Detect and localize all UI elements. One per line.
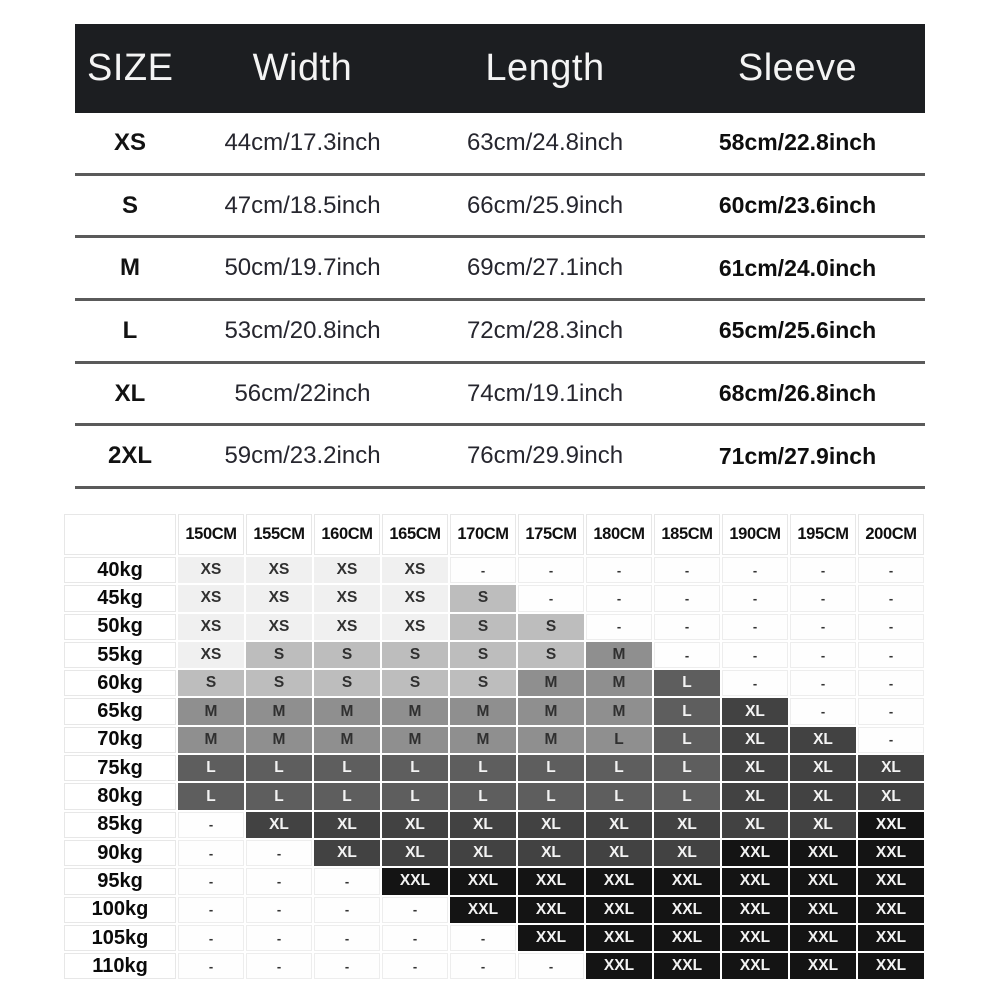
matrix-cell: XS: [382, 585, 448, 611]
matrix-cell: -: [382, 925, 448, 951]
matrix-cell: -: [858, 557, 924, 583]
measurement-length-value: 66cm/25.9inch: [466, 191, 624, 219]
matrix-header-row: [64, 514, 924, 555]
matrix-cell: -: [654, 614, 720, 640]
matrix-cell: XS: [178, 614, 244, 640]
matrix-cell: -: [858, 614, 924, 640]
matrix-cell: -: [790, 614, 856, 640]
matrix-cell: XXL: [790, 925, 856, 951]
matrix-col-header: 160CM: [314, 514, 380, 555]
matrix-cell: XL: [246, 812, 312, 838]
matrix-cell: XXL: [790, 868, 856, 894]
matrix-cell: XL: [722, 812, 788, 838]
matrix-cell: L: [654, 727, 720, 753]
matrix-cell: XS: [246, 557, 312, 583]
matrix-cell: -: [450, 925, 516, 951]
matrix-cell: -: [518, 557, 584, 583]
matrix-cell: M: [314, 698, 380, 724]
header-size: SIZE: [87, 47, 174, 89]
measurement-width-value: 59cm/23.2inch: [224, 442, 381, 470]
matrix-cell: XL: [790, 755, 856, 781]
matrix-cell: XL: [450, 840, 516, 866]
matrix-cell: -: [790, 642, 856, 668]
matrix-cell: XXL: [586, 868, 652, 894]
matrix-col-header: 150CM: [178, 514, 244, 555]
matrix-cell: -: [246, 953, 312, 979]
matrix-cell: -: [722, 642, 788, 668]
matrix-cell: XXL: [858, 812, 924, 838]
header-width: Width: [252, 47, 353, 89]
matrix-cell: XL: [858, 755, 924, 781]
matrix-cell: M: [178, 727, 244, 753]
matrix-cell: XXL: [858, 897, 924, 923]
matrix-cell: -: [586, 557, 652, 583]
matrix-cell: XXL: [450, 897, 516, 923]
matrix-col-header: 155CM: [246, 514, 312, 555]
matrix-cell: XL: [382, 840, 448, 866]
matrix-cell: XXL: [858, 925, 924, 951]
matrix-cell: L: [178, 755, 244, 781]
matrix-cell: -: [178, 812, 244, 838]
matrix-cell: -: [178, 925, 244, 951]
measurement-width-value: 53cm/20.8inch: [224, 316, 381, 344]
matrix-row-label: 65kg: [64, 698, 176, 724]
matrix-cell: -: [450, 953, 516, 979]
matrix-cell: -: [654, 585, 720, 611]
matrix-cell: XXL: [586, 897, 652, 923]
matrix-cell: XS: [178, 557, 244, 583]
matrix-cell: XXL: [722, 840, 788, 866]
matrix-row-label: 40kg: [64, 557, 176, 583]
measurement-sleeve-value: 61cm/24.0inch: [718, 254, 877, 281]
fit-matrix-table: [62, 512, 926, 981]
matrix-cell: S: [450, 585, 516, 611]
measurement-sleeve-value: 65cm/25.6inch: [718, 317, 877, 344]
matrix-cell: M: [382, 698, 448, 724]
matrix-row-label: 95kg: [64, 868, 176, 894]
matrix-cell: XL: [858, 783, 924, 809]
matrix-cell: XS: [314, 557, 380, 583]
matrix-cell: M: [450, 727, 516, 753]
measurement-length-value: 69cm/27.1inch: [466, 254, 624, 282]
matrix-cell: XXL: [722, 897, 788, 923]
matrix-cell: XL: [722, 755, 788, 781]
matrix-cell: -: [450, 557, 516, 583]
matrix-cell: L: [314, 783, 380, 809]
matrix-cell: XXL: [654, 897, 720, 923]
matrix-cell: M: [586, 642, 652, 668]
measurement-length-value: 63cm/24.8inch: [466, 128, 624, 156]
matrix-cell: -: [654, 557, 720, 583]
measurement-length-value: 72cm/28.3inch: [466, 316, 624, 344]
matrix-cell: -: [858, 670, 924, 696]
matrix-cell: S: [314, 670, 380, 696]
matrix-cell: -: [586, 585, 652, 611]
matrix-row-label: 60kg: [64, 670, 176, 696]
matrix-cell: XL: [790, 812, 856, 838]
measurement-row: [75, 176, 925, 239]
matrix-row: [64, 557, 924, 583]
matrix-cell: XXL: [722, 868, 788, 894]
measurement-width-value: 50cm/19.7inch: [224, 254, 381, 282]
matrix-cell: S: [518, 642, 584, 668]
matrix-cell: XS: [246, 585, 312, 611]
matrix-cell: S: [382, 670, 448, 696]
matrix-cell: L: [246, 755, 312, 781]
matrix-cell: M: [518, 698, 584, 724]
matrix-row: [64, 783, 924, 809]
matrix-cell: S: [246, 670, 312, 696]
matrix-cell: -: [246, 925, 312, 951]
matrix-row: [64, 670, 924, 696]
matrix-cell: -: [178, 868, 244, 894]
measurement-width-value: 47cm/18.5inch: [224, 191, 381, 219]
matrix-cell: L: [382, 755, 448, 781]
matrix-cell: XL: [722, 783, 788, 809]
matrix-col-header: 175CM: [518, 514, 584, 555]
measurement-row: [75, 364, 925, 427]
measurement-size-label: S: [121, 191, 138, 219]
matrix-cell: -: [858, 727, 924, 753]
matrix-row: [64, 698, 924, 724]
matrix-cell: XS: [314, 585, 380, 611]
matrix-cell: XS: [382, 614, 448, 640]
matrix-cell: XS: [246, 614, 312, 640]
matrix-cell: XXL: [654, 868, 720, 894]
matrix-cell: M: [586, 698, 652, 724]
measurement-row: [75, 301, 925, 364]
matrix-col-header: 185CM: [654, 514, 720, 555]
matrix-cell: XL: [790, 727, 856, 753]
matrix-cell: XS: [314, 614, 380, 640]
matrix-corner-cell: [64, 514, 176, 555]
header-sleeve: Sleeve: [737, 47, 858, 89]
matrix-cell: L: [314, 755, 380, 781]
matrix-row: [64, 868, 924, 894]
matrix-cell: M: [178, 698, 244, 724]
matrix-cell: -: [178, 840, 244, 866]
matrix-cell: -: [382, 897, 448, 923]
matrix-row-label: 100kg: [64, 897, 176, 923]
matrix-cell: XL: [586, 812, 652, 838]
matrix-cell: XL: [790, 783, 856, 809]
matrix-cell: -: [586, 614, 652, 640]
matrix-cell: L: [178, 783, 244, 809]
matrix-cell: L: [586, 727, 652, 753]
measurement-table-header: [75, 24, 925, 113]
matrix-cell: -: [314, 897, 380, 923]
matrix-cell: -: [246, 868, 312, 894]
measurement-row: [75, 426, 925, 489]
matrix-cell: M: [450, 698, 516, 724]
measurement-sleeve-value: 58cm/22.8inch: [718, 129, 877, 156]
matrix-cell: -: [314, 953, 380, 979]
matrix-col-header: 200CM: [858, 514, 924, 555]
matrix-cell: XL: [518, 812, 584, 838]
matrix-cell: XXL: [722, 953, 788, 979]
matrix-row: [64, 727, 924, 753]
matrix-row: [64, 642, 924, 668]
measurement-sleeve-value: 68cm/26.8inch: [718, 380, 877, 407]
matrix-cell: XXL: [450, 868, 516, 894]
matrix-cell: XS: [178, 585, 244, 611]
matrix-cell: -: [790, 698, 856, 724]
matrix-cell: L: [586, 755, 652, 781]
matrix-cell: XL: [722, 727, 788, 753]
matrix-cell: L: [654, 670, 720, 696]
matrix-row: [64, 585, 924, 611]
matrix-row-label: 55kg: [64, 642, 176, 668]
matrix-cell: XL: [722, 698, 788, 724]
matrix-cell: L: [654, 783, 720, 809]
matrix-col-header: 165CM: [382, 514, 448, 555]
matrix-row-label: 85kg: [64, 812, 176, 838]
matrix-cell: XXL: [586, 953, 652, 979]
matrix-cell: -: [246, 897, 312, 923]
matrix-cell: M: [586, 670, 652, 696]
matrix-cell: -: [178, 953, 244, 979]
header-length: Length: [485, 47, 605, 89]
matrix-cell: XS: [178, 642, 244, 668]
matrix-cell: M: [246, 727, 312, 753]
matrix-cell: L: [450, 755, 516, 781]
measurement-size-label: 2XL: [107, 442, 152, 470]
matrix-cell: XXL: [790, 897, 856, 923]
matrix-cell: L: [586, 783, 652, 809]
measurement-size-label: L: [122, 316, 138, 344]
matrix-cell: L: [518, 755, 584, 781]
matrix-cell: XL: [314, 840, 380, 866]
matrix-cell: S: [450, 670, 516, 696]
fit-matrix: [62, 512, 926, 981]
measurement-table-rows: [75, 113, 925, 489]
matrix-cell: L: [654, 698, 720, 724]
measurement-sleeve-value: 71cm/27.9inch: [718, 442, 877, 469]
matrix-cell: -: [858, 585, 924, 611]
matrix-cell: XL: [586, 840, 652, 866]
matrix-cell: M: [246, 698, 312, 724]
measurement-size-label: XL: [114, 379, 146, 407]
matrix-cell: L: [382, 783, 448, 809]
matrix-cell: XXL: [722, 925, 788, 951]
matrix-cell: XXL: [382, 868, 448, 894]
measurement-width-value: 44cm/17.3inch: [224, 128, 381, 156]
matrix-cell: -: [314, 868, 380, 894]
matrix-col-header: 170CM: [450, 514, 516, 555]
matrix-cell: M: [382, 727, 448, 753]
matrix-cell: -: [858, 698, 924, 724]
measurement-table: [75, 24, 925, 489]
matrix-cell: -: [858, 642, 924, 668]
matrix-row: [64, 925, 924, 951]
matrix-cell: XL: [654, 812, 720, 838]
measurement-length-value: 76cm/29.9inch: [466, 442, 624, 470]
matrix-row-label: 110kg: [64, 953, 176, 979]
matrix-cell: XXL: [518, 868, 584, 894]
matrix-col-header: 190CM: [722, 514, 788, 555]
measurement-size-label: M: [120, 254, 140, 282]
matrix-cell: XXL: [586, 925, 652, 951]
measurement-width-value: 56cm/22inch: [234, 379, 371, 407]
matrix-row-label: 90kg: [64, 840, 176, 866]
matrix-row: [64, 614, 924, 640]
matrix-cell: M: [518, 727, 584, 753]
matrix-cell: XL: [314, 812, 380, 838]
matrix-cell: XXL: [654, 953, 720, 979]
measurement-length-value: 74cm/19.1inch: [466, 379, 624, 407]
matrix-cell: -: [178, 897, 244, 923]
matrix-cell: -: [314, 925, 380, 951]
matrix-cell: -: [654, 642, 720, 668]
matrix-cell: -: [246, 840, 312, 866]
matrix-cell: XXL: [654, 925, 720, 951]
matrix-cell: L: [654, 755, 720, 781]
matrix-row: [64, 897, 924, 923]
matrix-cell: S: [450, 642, 516, 668]
matrix-cell: XXL: [790, 953, 856, 979]
matrix-row-label: 50kg: [64, 614, 176, 640]
matrix-cell: -: [382, 953, 448, 979]
measurement-row: [75, 238, 925, 301]
matrix-row: [64, 953, 924, 979]
matrix-cell: S: [246, 642, 312, 668]
matrix-cell: L: [246, 783, 312, 809]
matrix-cell: XXL: [518, 897, 584, 923]
matrix-col-header: 180CM: [586, 514, 652, 555]
matrix-cell: S: [314, 642, 380, 668]
matrix-cell: -: [518, 953, 584, 979]
matrix-cell: XL: [382, 812, 448, 838]
matrix-cell: XXL: [518, 925, 584, 951]
matrix-row-label: 105kg: [64, 925, 176, 951]
matrix-row: [64, 755, 924, 781]
matrix-cell: S: [518, 614, 584, 640]
matrix-cell: -: [518, 585, 584, 611]
matrix-cell: -: [790, 670, 856, 696]
matrix-cell: M: [518, 670, 584, 696]
matrix-cell: S: [382, 642, 448, 668]
matrix-cell: -: [722, 557, 788, 583]
matrix-cell: M: [314, 727, 380, 753]
matrix-row-label: 75kg: [64, 755, 176, 781]
measurement-row: [75, 113, 925, 176]
matrix-cell: XS: [382, 557, 448, 583]
matrix-cell: -: [790, 585, 856, 611]
matrix-col-header: 195CM: [790, 514, 856, 555]
matrix-row-label: 45kg: [64, 585, 176, 611]
measurement-sleeve-value: 60cm/23.6inch: [718, 192, 877, 219]
matrix-row: [64, 840, 924, 866]
matrix-cell: L: [518, 783, 584, 809]
matrix-row-label: 80kg: [64, 783, 176, 809]
matrix-cell: XXL: [858, 868, 924, 894]
matrix-cell: -: [722, 585, 788, 611]
matrix-cell: XL: [654, 840, 720, 866]
matrix-cell: -: [722, 670, 788, 696]
matrix-cell: -: [722, 614, 788, 640]
matrix-cell: -: [790, 557, 856, 583]
matrix-cell: XXL: [858, 840, 924, 866]
matrix-cell: S: [178, 670, 244, 696]
matrix-cell: XXL: [790, 840, 856, 866]
matrix-cell: XXL: [858, 953, 924, 979]
measurement-size-label: XS: [113, 128, 146, 156]
matrix-row-label: 70kg: [64, 727, 176, 753]
matrix-cell: XL: [518, 840, 584, 866]
matrix-cell: S: [450, 614, 516, 640]
matrix-row: [64, 812, 924, 838]
matrix-cell: L: [450, 783, 516, 809]
matrix-cell: XL: [450, 812, 516, 838]
